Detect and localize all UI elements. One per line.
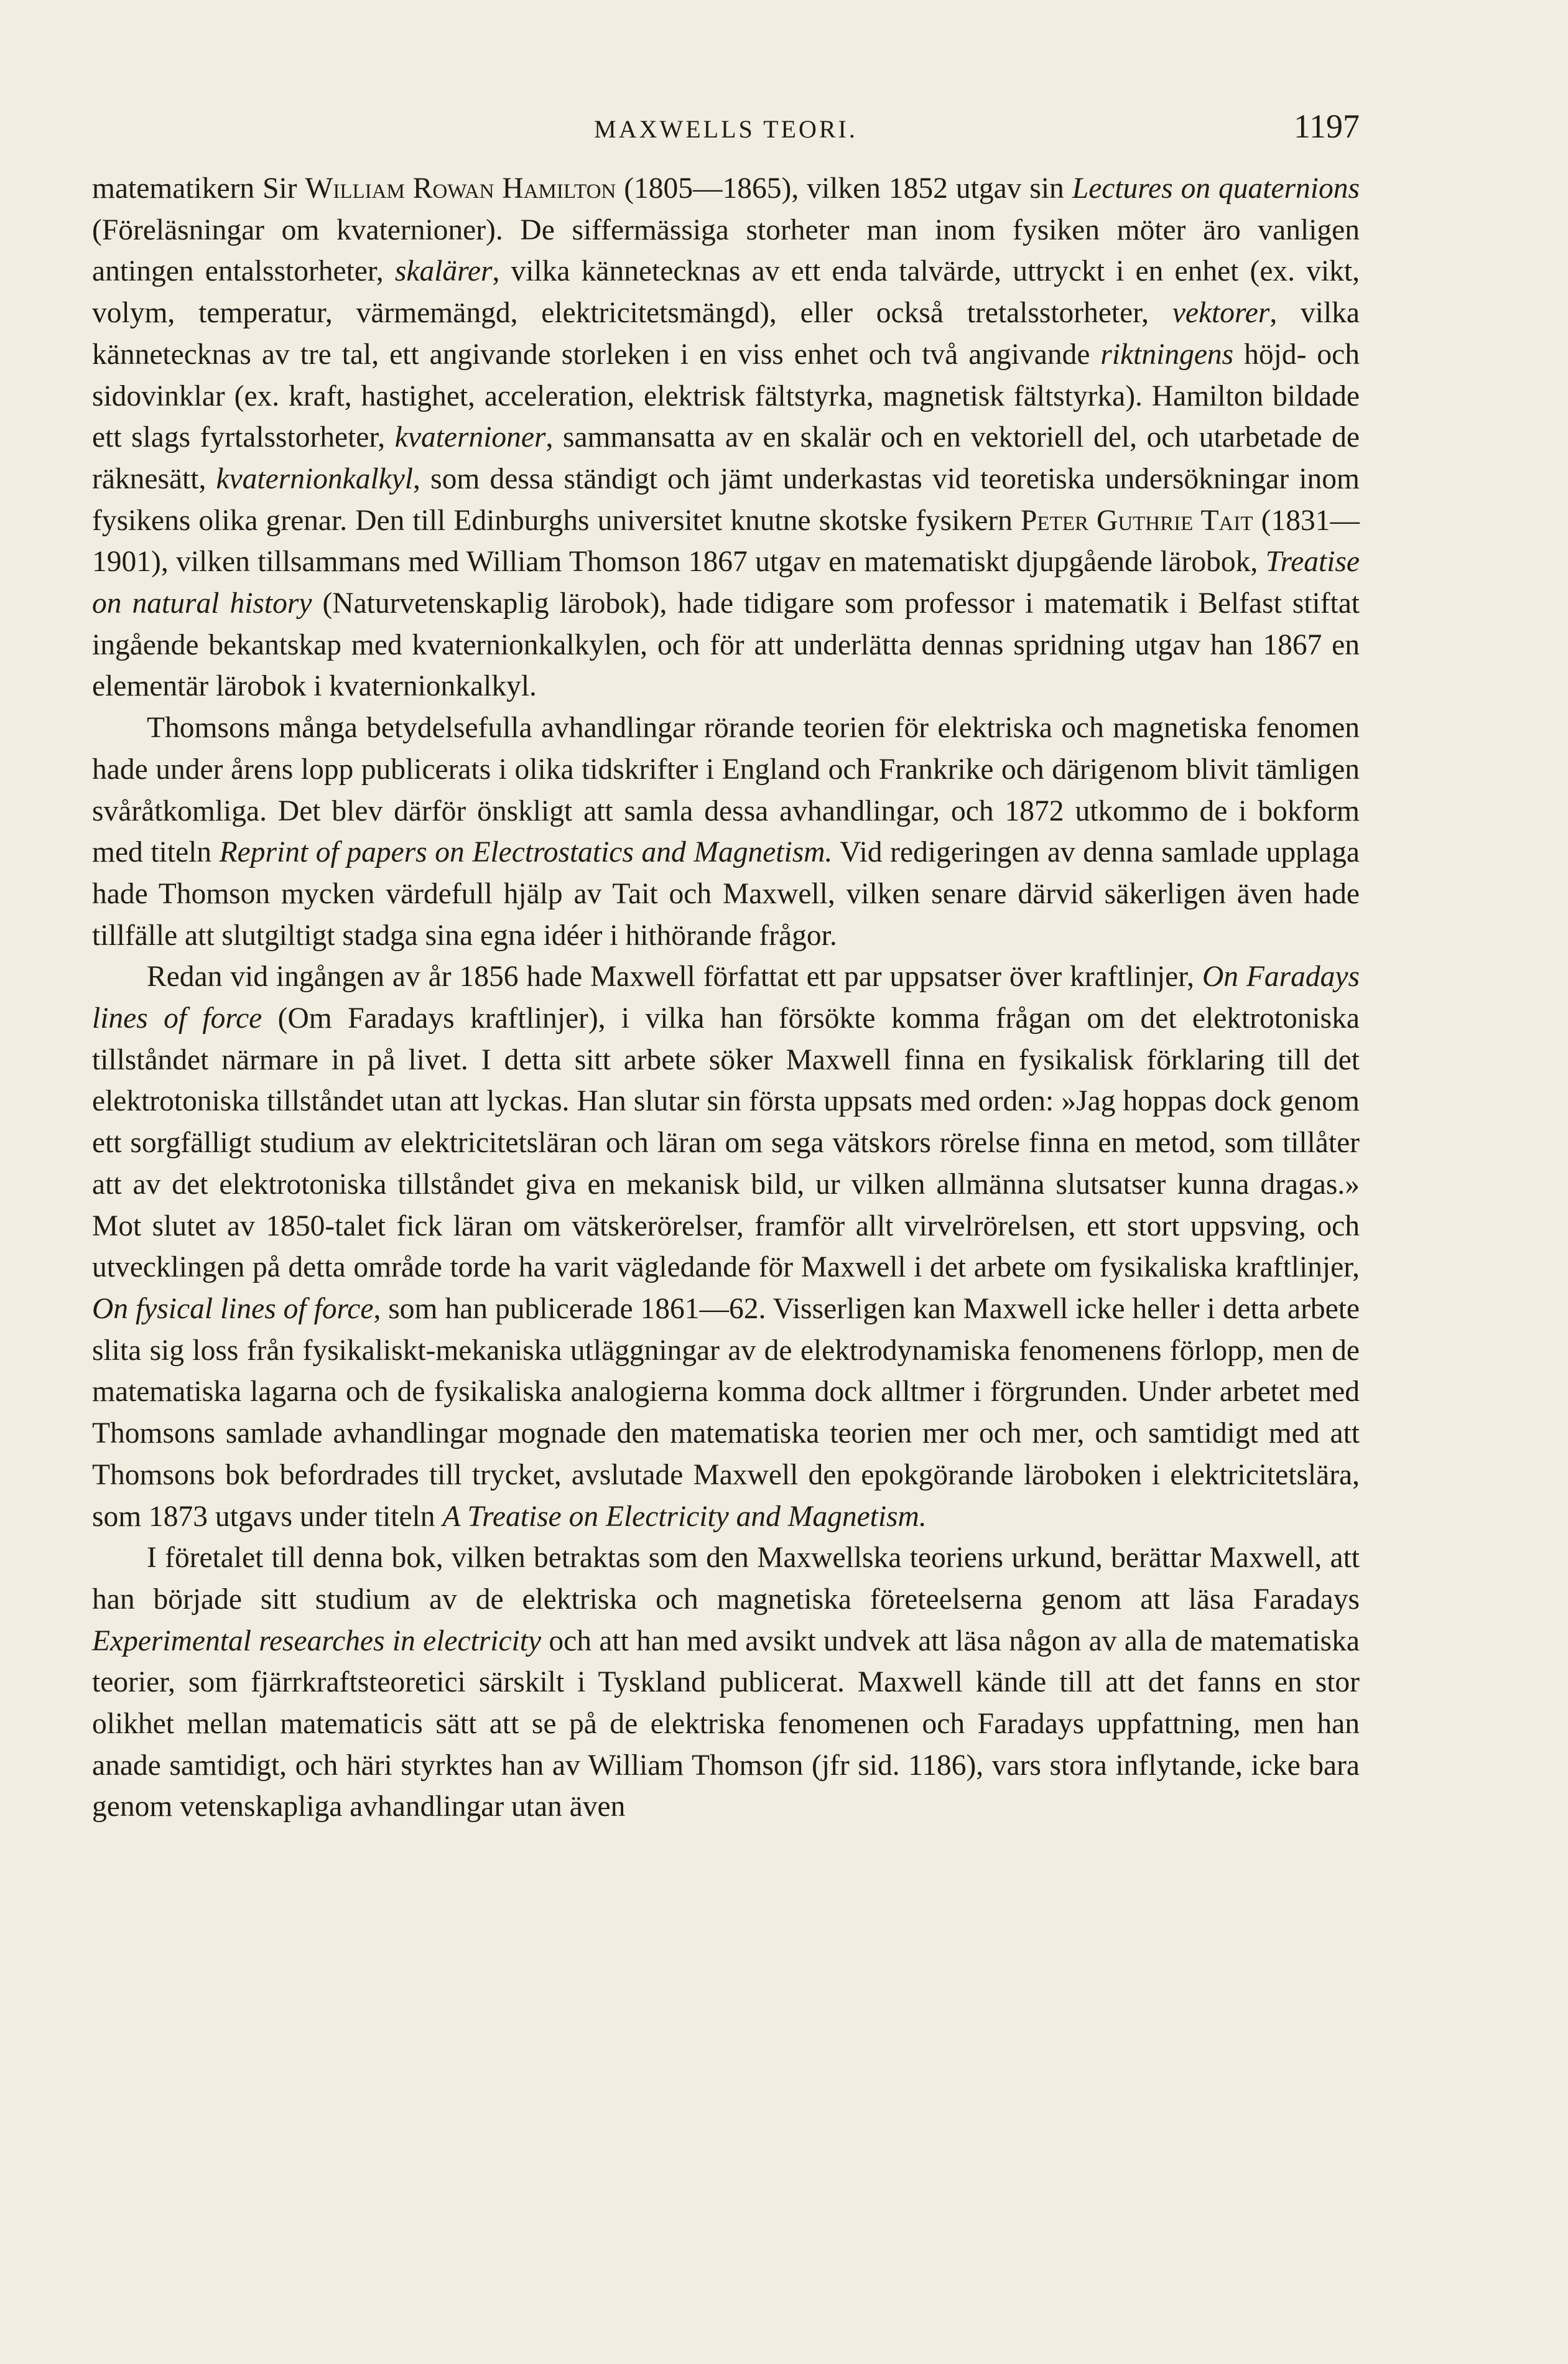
- text-run: Vid redigeringen av denna samlade upplaga hade Thomson mycken värdefull hjälp av Tait och Maxwell, vilken senare därvid säkerligen även hade tillfälle att slutgiltigt stadga sina egna idéer i hithörande frågor.: [92, 836, 1360, 952]
- paragraph-4: [92, 1537, 1360, 1828]
- text-run: och att han med avsikt undvek att läsa någon av alla de matematiska teorier, som fjärrkraftsteoretici särskilt i Tyskland publicerat. Maxwell kände till att det fanns en stor olikhet mellan matematicis sätt att se på de elektriska fenomenen och Faradays uppfattning, men han anade samtidigt, och häri styrktes han av William Thomson (jfr sid. 1186), vars stora inflytande, icke bara genom vetenskapliga avhandlingar utan även: [92, 1624, 1360, 1823]
- emphasis: riktningens: [1100, 338, 1234, 371]
- book-title: Treatise on natural history: [92, 546, 1360, 620]
- person-name: William Rowan Hamilton: [305, 172, 616, 205]
- paragraph-1: [92, 168, 1360, 707]
- emphasis: skalärer: [394, 255, 493, 288]
- emphasis: vektorer: [1172, 297, 1270, 330]
- text-run: , vilka kännetecknas av ett enda talvärde, uttryckt i en enhet (ex. vikt, volym, temperatur, värmemängd, elektricitetsmängd), eller också tretalsstorheter,: [92, 255, 1360, 330]
- text-run: , som dessa ständigt och jämt underkastas vid teoretiska undersökningar inom fysikens olika grenar. Den till Edinburghs universitet knutne skotske fysikern: [92, 462, 1360, 537]
- page-number: 1197: [1294, 108, 1360, 145]
- book-title: Reprint of papers on Electrostatics and Magnetism.: [219, 836, 833, 869]
- emphasis: kvaternionkalkyl: [216, 462, 414, 495]
- text-run: Redan vid ingången av år 1856 hade Maxwell författat ett par uppsatser över kraftlinjer,: [147, 961, 1202, 994]
- person-name: Peter Guthrie Tait: [1021, 504, 1253, 537]
- text-run: I företalet till denna bok, vilken betraktas som den Maxwellska teoriens urkund, berättar Maxwell, att han började sitt studium av de elektriska och magnetiska företeelserna genom att läsa Faradays: [92, 1542, 1360, 1616]
- paragraph-2: [92, 707, 1360, 956]
- text-run: (1831—1901), vilken tillsammans med William Thomson 1867 utgav en matematiskt djupgående lärobok,: [92, 504, 1360, 579]
- text-run: (Naturvetenskaplig lärobok), hade tidigare som professor i matematik i Belfast stiftat ingående bekantskap med kvaternionkalkylen, och för att underlätta dennas spridning utgav han 1867 en elementär lärobok i kvaternionkalkyl.: [92, 587, 1360, 703]
- text-run: höjd- och sidovinklar (ex. kraft, hastighet, acceleration, elektrisk fältstyrka, magnetisk fältstyrka). Hamilton bildade ett slags fyrtalsstorheter,: [92, 338, 1360, 454]
- text-run: , vilka kännetecknas av tre tal, ett angivande storleken i en viss enhet och två angivande: [92, 297, 1360, 371]
- text-run: (Om Faradays kraftlinjer), i vilka han försökte komma frågan om det elektrotoniska tillståndet närmare in på livet. I detta sitt arbete söker Maxwell finna en fysikalisk förklaring till det elektrotoniska tillståndet utan att lyckas. Han slutar sin första uppsats med orden: »Jag hoppas dock genom ett sorgfälligt studium av elektricitetsläran och läran om sega vätskors rörelse finna en metod, som tillåter att av det elektrotoniska tillståndet giva en mekanisk bild, ur vilken allmänna slutsatser kunna dragas.» Mot slutet av 1850-talet fick läran om vätskerörelser, framför allt virvelrörelsen, ett stort uppsving, och utvecklingen på detta område torde ha varit vägledande för Maxwell i det arbete om fysikaliska kraftlinjer,: [92, 1002, 1360, 1284]
- text-run: Thomsons många betydelsefulla avhandlingar rörande teorien för elektriska och magnetiska fenomen hade under årens lopp publicerats i olika tidskrifter i England och Frankrike och därigenom blivit tämligen svåråtkomliga. Det blev därför önskligt att samla dessa avhandlingar, och 1872 utkommo de i bokform med titeln: [92, 712, 1360, 869]
- page-header: [92, 93, 1360, 168]
- body-text: [92, 168, 1360, 1828]
- book-title: On fysical lines of force: [92, 1292, 374, 1325]
- running-title: MAXWELLS TEORI.: [594, 115, 858, 143]
- text-run: (Föreläsningar om kvaternioner). De siffermässiga storheter man inom fysiken möter äro vanligen antingen entalsstorheter,: [92, 213, 1360, 288]
- emphasis: kvaternioner: [394, 421, 546, 454]
- paragraph-3: [92, 956, 1360, 1537]
- text-run: matematikern Sir: [92, 172, 305, 205]
- text-run: (1805—1865), vilken 1852 utgav sin: [616, 172, 1072, 205]
- book-title: Experimental researches in electricity: [92, 1624, 542, 1657]
- book-title: On Faradays lines of force: [92, 961, 1360, 1035]
- book-title: Lectures on quaternions: [1072, 172, 1360, 205]
- book-title: A Treatise on Electricity and Magnetism.: [442, 1500, 927, 1533]
- text-run: , som han publicerade 1861—62. Visserligen kan Maxwell icke heller i detta arbete slita sig loss från fysikaliskt-mekaniska utläggningar av de elektrodynamiska fenomenens förlopp, men de matematiska lagarna och de fysikaliska analogierna komma dock alltmer i förgrunden. Under arbetet med Thomsons samlade avhandlingar mognade den matematiska teorien mer och mer, och samtidigt med att Thomsons bok befordrades till trycket, avslutade Maxwell den epokgörande läroboken i elektricitetslära, som 1873 utgavs under titeln: [92, 1292, 1360, 1533]
- text-run: , sammansatta av en skalär och en vektoriell del, och utarbetade de räknesätt,: [92, 421, 1360, 495]
- book-page: [92, 93, 1360, 2271]
